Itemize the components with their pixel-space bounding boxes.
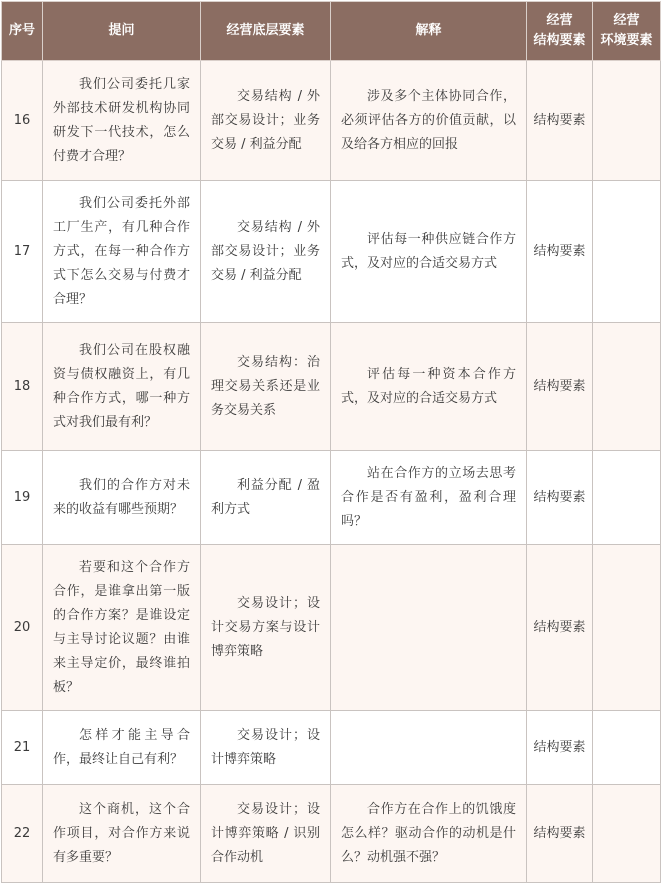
row-explanation: 评估每一种资本合作方式，及对应的合适交易方式 <box>331 323 527 451</box>
row-environment <box>593 323 661 451</box>
row-question: 这个商机，这个合作项目，对合作方来说有多重要？ <box>43 785 201 883</box>
row-no: 19 <box>2 451 43 545</box>
row-structure: 结构要素 <box>527 61 593 181</box>
row-explanation <box>331 545 527 711</box>
header-environment: 经营 环境要素 <box>593 2 661 61</box>
header-explanation: 解释 <box>331 2 527 61</box>
row-question: 我们公司委托外部工厂生产，有几种合作方式，在每一种合作方式下怎么交易与付费才合理？ <box>43 181 201 323</box>
row-environment <box>593 545 661 711</box>
table-row <box>2 61 661 181</box>
row-elements: 交易结构 / 外部交易设计；业务交易 / 利益分配 <box>201 181 331 323</box>
row-environment <box>593 451 661 545</box>
row-question: 怎样才能主导合作，最终让自己有利？ <box>43 711 201 785</box>
table-row <box>2 323 661 451</box>
header-elements: 经营底层要素 <box>201 2 331 61</box>
row-elements: 交易设计；设计交易方案与设计博弈策略 <box>201 545 331 711</box>
row-structure: 结构要素 <box>527 545 593 711</box>
row-elements: 利益分配 / 盈利方式 <box>201 451 331 545</box>
header-structure: 经营 结构要素 <box>527 2 593 61</box>
table-row <box>2 181 661 323</box>
row-question: 我们公司在股权融资与债权融资上，有几种合作方式，哪一种方式对我们最有利？ <box>43 323 201 451</box>
row-question: 若要和这个合作方合作，是谁拿出第一版的合作方案？是谁设定与主导讨论议题？由谁来主导定价，最终谁拍板？ <box>43 545 201 711</box>
row-no: 21 <box>2 711 43 785</box>
row-environment <box>593 785 661 883</box>
table-header-row <box>2 2 661 61</box>
row-explanation: 涉及多个主体协同合作，必须评估各方的价值贡献，以及给各方相应的回报 <box>331 61 527 181</box>
row-no: 20 <box>2 545 43 711</box>
row-no: 22 <box>2 785 43 883</box>
requirements-table <box>1 1 661 883</box>
row-no: 16 <box>2 61 43 181</box>
table-row <box>2 711 661 785</box>
header-no: 序号 <box>2 2 43 61</box>
row-elements: 交易结构：治理交易关系还是业务交易关系 <box>201 323 331 451</box>
row-structure: 结构要素 <box>527 785 593 883</box>
table-row <box>2 451 661 545</box>
row-no: 18 <box>2 323 43 451</box>
table-row <box>2 545 661 711</box>
row-explanation <box>331 711 527 785</box>
row-structure: 结构要素 <box>527 711 593 785</box>
table-row <box>2 785 661 883</box>
row-question: 我们公司委托几家外部技术研发机构协同研发下一代技术，怎么付费才合理？ <box>43 61 201 181</box>
row-question: 我们的合作方对未来的收益有哪些预期？ <box>43 451 201 545</box>
row-structure: 结构要素 <box>527 323 593 451</box>
row-environment <box>593 711 661 785</box>
row-environment <box>593 181 661 323</box>
row-no: 17 <box>2 181 43 323</box>
row-explanation: 合作方在合作上的饥饿度怎么样？驱动合作的动机是什么？动机强不强？ <box>331 785 527 883</box>
header-question: 提问 <box>43 2 201 61</box>
row-elements: 交易设计；设计博弈策略 / 识别合作动机 <box>201 785 331 883</box>
row-elements: 交易结构 / 外部交易设计；业务交易 / 利益分配 <box>201 61 331 181</box>
row-structure: 结构要素 <box>527 451 593 545</box>
row-structure: 结构要素 <box>527 181 593 323</box>
row-explanation: 评估每一种供应链合作方式，及对应的合适交易方式 <box>331 181 527 323</box>
row-explanation: 站在合作方的立场去思考合作是否有盈利，盈利合理吗？ <box>331 451 527 545</box>
row-environment <box>593 61 661 181</box>
row-elements: 交易设计；设计博弈策略 <box>201 711 331 785</box>
